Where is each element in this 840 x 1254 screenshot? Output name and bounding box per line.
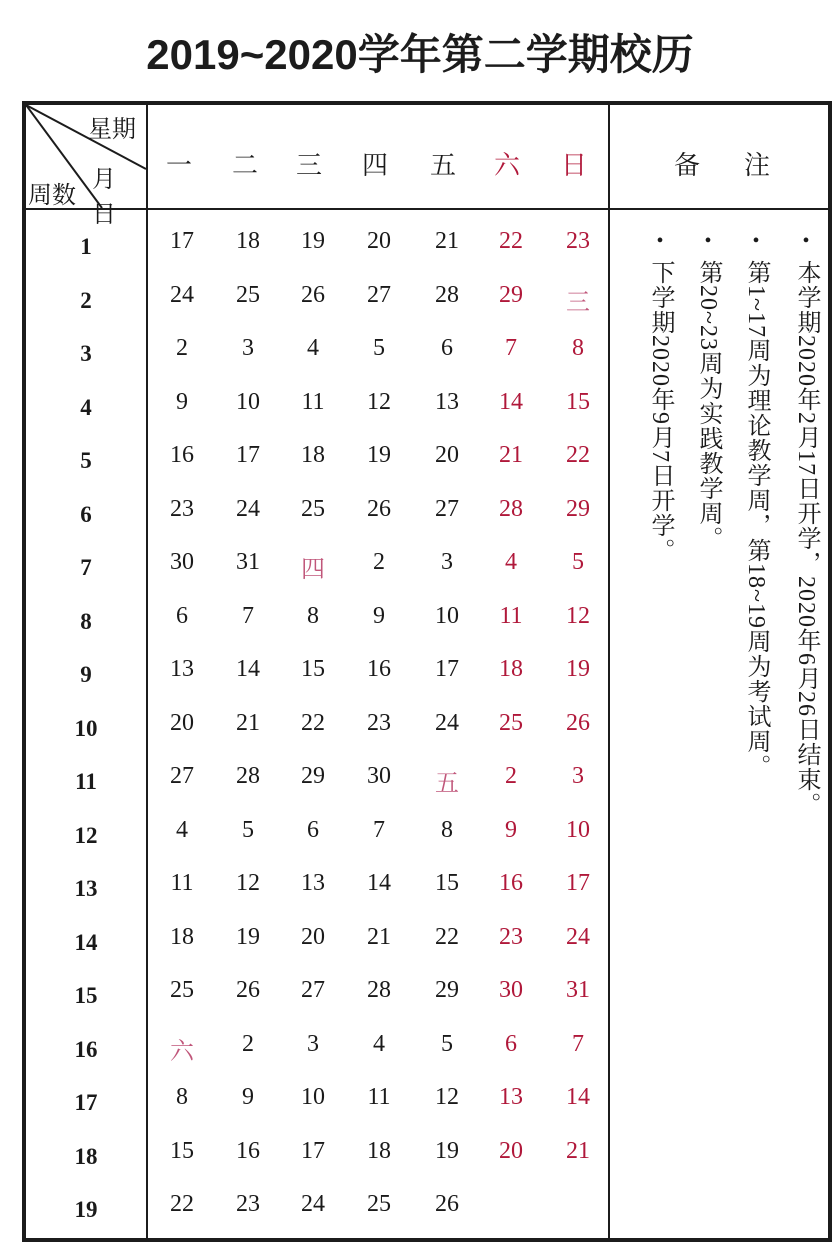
note-bullet: • — [752, 230, 760, 252]
date-cell: 20 — [367, 228, 391, 254]
date-cell: 20 — [499, 1137, 523, 1164]
date-cell: 28 — [236, 763, 260, 789]
date-cell: 14 — [499, 388, 523, 415]
date-cell: 5 — [572, 549, 584, 575]
date-cell: 18 — [499, 656, 523, 682]
date-cell: 15 — [170, 1137, 194, 1164]
week-number: 5 — [80, 448, 92, 473]
date-cell: 27 — [367, 281, 391, 308]
week-number: 13 — [74, 876, 98, 901]
date-cell: 12 — [367, 388, 391, 415]
date-cell: 8 — [441, 816, 453, 843]
week-number: 17 — [74, 1090, 98, 1115]
date-cell: 8 — [572, 335, 584, 361]
date-cell: 16 — [499, 870, 523, 896]
date-cell: 24 — [236, 495, 260, 522]
note-teaching-exam-weeks: 第1~17周为理论教学周，第18~19周为考试周。 — [743, 260, 769, 779]
date-cell: 17 — [301, 1137, 325, 1164]
date-cell: 13 — [499, 1084, 523, 1110]
date-cell: 21 — [367, 923, 391, 950]
date-cell: 10 — [435, 602, 459, 629]
date-cell: 21 — [435, 228, 459, 254]
weekday-header-sat: 六 — [493, 151, 520, 180]
note-bullet: • — [704, 230, 712, 252]
week-number-axis-label: 周数 — [28, 183, 76, 209]
date-cell: 25 — [499, 709, 523, 736]
corner-header — [26, 105, 146, 228]
date-cell: 18 — [301, 442, 325, 468]
date-cell: 17 — [566, 870, 590, 896]
calendar-table — [22, 101, 832, 1242]
week-number: 16 — [74, 1036, 98, 1062]
weekday-header-wed: 三 — [295, 151, 322, 180]
date-cell: 9 — [176, 388, 188, 415]
week-number: 3 — [80, 341, 92, 366]
week-number: 8 — [80, 608, 92, 634]
date-cell: 10 — [236, 388, 260, 415]
note-bullet: • — [802, 230, 810, 252]
date-cell: 11 — [367, 1084, 391, 1110]
date-cell: 3 — [441, 549, 453, 575]
date-cell: 14 — [367, 870, 391, 896]
date-cell: 23 — [236, 1191, 260, 1217]
date-cell: 29 — [301, 763, 325, 789]
date-cell: 22 — [499, 228, 523, 254]
date-cell: 9 — [373, 602, 385, 629]
weekday-header-sun: 日 — [560, 151, 587, 180]
week-number: 6 — [80, 501, 92, 527]
date-cell: 23 — [170, 495, 194, 522]
note-semester-dates: 本学期2020年2月17日开学，2020年6月26日结束。 — [793, 260, 819, 817]
date-cell: 29 — [499, 281, 523, 308]
date-cell: 14 — [236, 656, 260, 682]
date-cell: 26 — [236, 977, 260, 1003]
week-column-divider — [146, 105, 148, 1238]
date-cell: 7 — [505, 335, 517, 361]
remarks-header-1: 备 — [674, 151, 701, 180]
date-cell: 6 — [176, 602, 188, 629]
date-cell: 13 — [170, 656, 194, 682]
date-cell: 15 — [435, 870, 459, 896]
week-number: 7 — [80, 555, 92, 580]
date-cell: 5 — [373, 335, 385, 361]
header-divider — [26, 208, 828, 210]
date-cell: 20 — [301, 923, 325, 950]
date-cell: 27 — [301, 977, 325, 1003]
date-cell: 26 — [435, 1191, 459, 1217]
week-number: 4 — [80, 394, 92, 420]
date-cell: 22 — [170, 1191, 194, 1217]
week-number: 11 — [75, 769, 97, 794]
date-cell: 19 — [367, 442, 391, 468]
date-cell: 28 — [367, 977, 391, 1003]
date-cell: 9 — [242, 1084, 254, 1110]
date-cell: 23 — [367, 709, 391, 736]
week-number: 12 — [74, 822, 98, 848]
date-cell: 26 — [301, 281, 325, 308]
month-marker: 三 — [566, 289, 590, 316]
date-cell: 24 — [566, 923, 590, 950]
date-cell: 24 — [301, 1191, 325, 1217]
date-cell: 15 — [566, 388, 590, 415]
date-cell: 3 — [242, 335, 254, 361]
date-cell: 16 — [170, 442, 194, 468]
date-cell: 3 — [307, 1030, 319, 1057]
date-cell: 29 — [435, 977, 459, 1003]
date-cell: 19 — [566, 656, 590, 682]
weekday-axis-label: 星期 — [88, 117, 136, 143]
date-cell: 19 — [301, 228, 325, 254]
remarks-column-divider — [608, 105, 610, 1238]
date-cell: 8 — [307, 602, 319, 629]
week-number: 19 — [74, 1197, 98, 1222]
date-cell: 4 — [176, 816, 188, 843]
date-cell: 6 — [441, 335, 453, 361]
date-cell: 22 — [301, 709, 325, 736]
date-cell: 4 — [505, 549, 517, 575]
date-cell: 17 — [435, 656, 459, 682]
weekday-header-mon: 一 — [165, 151, 192, 180]
date-cell: 12 — [435, 1084, 459, 1110]
date-cell: 18 — [170, 923, 194, 950]
date-cell: 12 — [566, 602, 590, 629]
date-cell: 21 — [566, 1137, 590, 1164]
date-cell: 2 — [176, 335, 188, 361]
date-cell: 22 — [435, 923, 459, 950]
date-cell: 19 — [435, 1137, 459, 1164]
date-cell: 5 — [441, 1030, 453, 1057]
page-title: 2019~2020学年第二学期校历 — [146, 31, 694, 78]
date-cell: 4 — [307, 335, 319, 361]
date-cell: 29 — [566, 495, 590, 522]
date-cell: 18 — [236, 228, 260, 254]
week-number: 15 — [74, 983, 98, 1008]
date-cell: 6 — [505, 1030, 517, 1057]
date-cell: 15 — [301, 656, 325, 682]
week-number: 2 — [80, 287, 92, 313]
month-marker: 四 — [301, 557, 325, 583]
date-axis-label: 月日 — [92, 167, 120, 228]
date-cell: 22 — [566, 442, 590, 468]
date-cell: 25 — [367, 1191, 391, 1217]
date-cell: 24 — [170, 281, 194, 308]
date-cell: 30 — [367, 763, 391, 789]
date-cell: 11 — [499, 602, 523, 629]
date-cell: 28 — [435, 281, 459, 308]
date-cell: 7 — [373, 816, 385, 843]
date-cell: 8 — [176, 1084, 188, 1110]
date-cell: 30 — [170, 549, 194, 575]
date-cell: 20 — [170, 709, 194, 736]
week-number: 10 — [74, 715, 98, 741]
date-cell: 6 — [307, 816, 319, 843]
date-cell: 7 — [242, 602, 254, 629]
date-cell: 31 — [566, 977, 590, 1003]
date-cell: 26 — [566, 709, 590, 736]
date-cell: 27 — [435, 495, 459, 522]
month-marker: 六 — [170, 1038, 194, 1065]
date-cell: 12 — [236, 870, 260, 896]
date-cell: 21 — [236, 709, 260, 736]
date-cell: 30 — [499, 977, 523, 1003]
week-number: 14 — [74, 929, 98, 955]
note-bullet: • — [656, 230, 664, 252]
week-number: 9 — [80, 662, 92, 687]
date-cell: 16 — [367, 656, 391, 682]
date-cell: 23 — [566, 228, 590, 254]
date-cell: 20 — [435, 442, 459, 468]
date-cell: 7 — [572, 1030, 584, 1057]
date-cell: 14 — [566, 1084, 590, 1110]
date-cell: 11 — [170, 870, 194, 896]
date-cell: 2 — [373, 549, 385, 575]
date-cell: 13 — [301, 870, 325, 896]
date-cell: 31 — [236, 549, 260, 575]
date-cell: 17 — [236, 442, 260, 468]
date-cell: 2 — [505, 763, 517, 789]
remarks-notes — [611, 230, 826, 1230]
date-cell: 9 — [505, 816, 517, 843]
date-cell: 13 — [435, 388, 459, 415]
weekday-header-thu: 四 — [361, 151, 388, 180]
date-cell: 5 — [242, 816, 254, 843]
week-number: 1 — [80, 234, 92, 259]
date-cell: 17 — [170, 228, 194, 254]
note-next-semester: 下学期2020年9月7日开学。 — [647, 260, 673, 563]
date-cell: 10 — [566, 816, 590, 843]
date-cell: 2 — [242, 1030, 254, 1057]
date-cell: 25 — [170, 977, 194, 1003]
date-cell: 24 — [435, 709, 459, 736]
weekday-header-fri: 五 — [429, 151, 456, 180]
week-number: 18 — [74, 1143, 98, 1169]
date-cell: 26 — [367, 495, 391, 522]
date-cell: 3 — [572, 763, 584, 789]
date-cell: 23 — [499, 923, 523, 950]
date-cell: 11 — [301, 388, 325, 415]
date-cell: 21 — [499, 442, 523, 468]
date-cell: 19 — [236, 923, 260, 950]
date-cell: 16 — [236, 1137, 260, 1164]
weekday-header-tue: 二 — [231, 151, 258, 180]
month-marker: 五 — [435, 771, 459, 797]
remarks-header-2: 注 — [744, 151, 771, 180]
date-cell: 4 — [373, 1030, 385, 1057]
date-cell: 25 — [301, 495, 325, 522]
date-cell: 28 — [499, 495, 523, 522]
date-cell: 18 — [367, 1137, 391, 1164]
date-cell: 25 — [236, 281, 260, 308]
note-practice-weeks: 第20~23周为实践教学周。 — [695, 260, 721, 551]
date-cell: 27 — [170, 763, 194, 789]
date-cell: 10 — [301, 1084, 325, 1110]
